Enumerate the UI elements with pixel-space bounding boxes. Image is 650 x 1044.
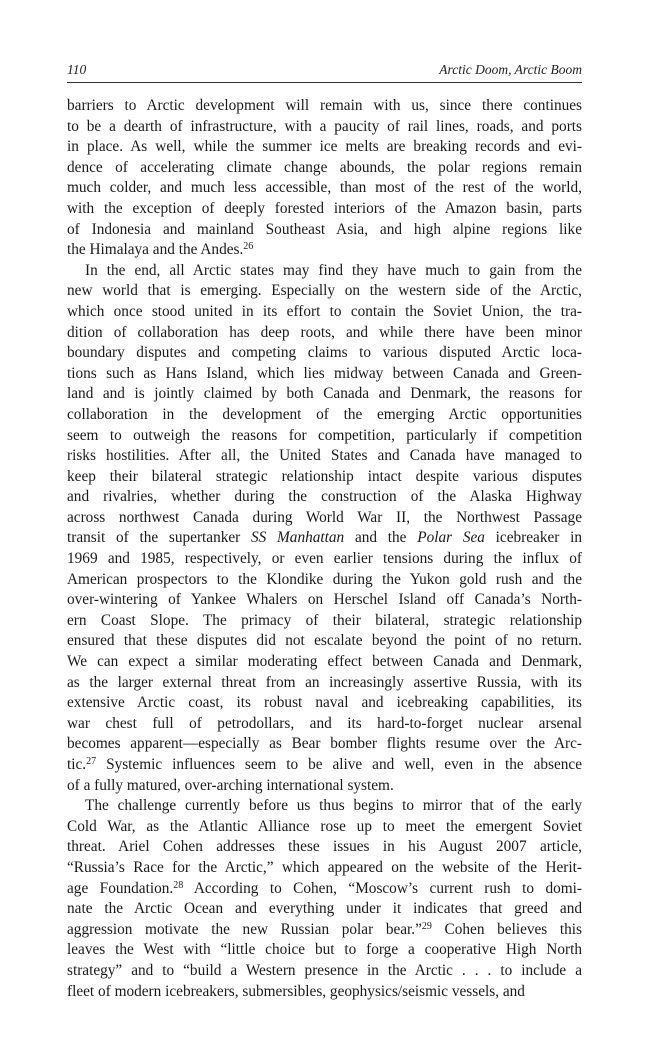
text-run: nate the Arctic Ocean and everything under it indicates that greed and <box>67 900 582 918</box>
text-line <box>67 508 582 529</box>
text-line <box>67 549 582 570</box>
text-run: which once stood united in its effort to contain the Soviet Union, the tra- <box>67 302 582 320</box>
italic-title: SS Manhattan <box>251 529 345 547</box>
text-line <box>67 137 582 158</box>
text-line <box>67 817 582 838</box>
text-run: across northwest Canada during World War II, the Northwest Passage <box>67 508 582 526</box>
text-run: dition of collaboration has deep roots, and while there have been minor <box>67 323 582 341</box>
text-run: tic. <box>67 756 87 773</box>
text-run: extensive Arctic coast, its robust naval and icebreaking capabilities, its <box>67 694 582 712</box>
text-line <box>67 776 582 797</box>
text-line <box>67 281 582 302</box>
text-run: barriers to Arctic development will remain with us, since there continues <box>67 97 582 114</box>
text-run: war chest full of petrodollars, and its hard-to-forget nuclear arsenal <box>67 714 582 732</box>
body-text <box>67 96 582 1002</box>
text-line <box>67 302 582 323</box>
paragraph <box>67 96 582 261</box>
text-run: in place. As well, while the summer ice melts are breaking records and evi- <box>67 138 582 156</box>
footnote-ref: 26 <box>243 241 254 253</box>
text-run: and rivalries, whether during the construction of the Alaska Highway <box>67 488 582 506</box>
text-line <box>67 611 582 632</box>
text-line <box>67 117 582 138</box>
text-run: of Indonesia and mainland Southeast Asia, and high alpine regions like <box>67 220 582 238</box>
text-run: 1969 and 1985, respectively, or even earlier tensions during the influx of <box>67 550 582 568</box>
footnote-ref: 28 <box>173 879 184 891</box>
text-line <box>67 755 582 776</box>
text-line <box>67 652 582 673</box>
text-line <box>67 590 582 611</box>
text-line <box>67 920 582 941</box>
text-run: new world that is emerging. Especially on the western side of the Arctic, <box>67 282 582 300</box>
text-run: icebreaker in <box>484 529 582 547</box>
text-run: Cold War, as the Atlantic Alliance rose up to meet the emergent Soviet <box>67 817 582 835</box>
text-line <box>67 467 582 488</box>
text-run: leaves the West with “little choice but to forge a cooperative High North <box>67 941 582 959</box>
text-run: dence of accelerating climate change abounds, the polar regions remain <box>67 158 582 176</box>
text-line <box>67 693 582 714</box>
text-run: with the exception of deeply forested interiors of the Amazon basin, parts <box>67 199 582 217</box>
text-line <box>67 384 582 405</box>
text-run: to be a dearth of infrastructure, with a paucity of rail lines, roads, and ports <box>67 117 582 135</box>
text-line <box>67 405 582 426</box>
text-run: age Foundation. <box>67 879 174 897</box>
text-line <box>67 96 582 117</box>
text-line <box>67 673 582 694</box>
text-line <box>67 982 582 1003</box>
text-line <box>67 961 582 982</box>
text-line <box>67 631 582 652</box>
header-rule <box>67 82 582 83</box>
text-run: transit of the supertanker <box>67 529 252 547</box>
text-run: boundary disputes and competing claims to various disputed Arctic loca- <box>67 344 582 362</box>
text-line <box>67 364 582 385</box>
page-number: 110 <box>67 62 87 77</box>
text-run: American prospectors to the Klondike during the Yukon gold rush and the <box>67 570 582 588</box>
text-line <box>67 158 582 179</box>
text-line <box>67 899 582 920</box>
text-run: We can expect a similar moderating effect between Canada and Denmark, <box>67 653 582 671</box>
text-run: the Himalaya and the Andes. <box>67 241 244 259</box>
text-run: Systemic influences seem to be alive and well, even in the absence <box>96 756 582 773</box>
text-run: and the <box>344 529 418 547</box>
text-line <box>67 858 582 879</box>
text-line <box>67 837 582 858</box>
text-run: Cohen believes this <box>431 920 582 938</box>
text-run: According to Cohen, “Moscow’s current rush to domi- <box>183 879 582 897</box>
text-line <box>67 199 582 220</box>
text-run: aggression motivate the new Russian polar bear.” <box>67 920 422 938</box>
text-line <box>67 796 582 817</box>
text-line <box>67 734 582 755</box>
text-line <box>67 446 582 467</box>
text-run: over-wintering of Yankee Whalers on Herschel Island off Canada’s North- <box>67 591 582 609</box>
paragraph <box>67 261 582 796</box>
text-line <box>67 261 582 282</box>
text-run: becomes apparent—especially as Bear bomber flights resume over the Arc- <box>67 735 582 753</box>
text-run: strategy” and to “build a Western presence in the Arctic . . . to include a <box>67 961 582 979</box>
footnote-ref: 29 <box>421 920 432 932</box>
footnote-ref: 27 <box>86 756 97 767</box>
italic-title: Polar Sea <box>417 529 485 547</box>
text-run: collaboration in the development of the emerging Arctic opportunities <box>67 405 582 423</box>
text-run: ensured that these disputes did not escalate beyond the point of no return. <box>67 632 582 650</box>
text-line <box>67 426 582 447</box>
text-run: as the larger external threat from an increasingly assertive Russia, with its <box>67 673 582 691</box>
text-line <box>67 323 582 344</box>
text-run: keep their bilateral strategic relationship intact despite various disputes <box>67 467 582 485</box>
text-run: In the end, all Arctic states may find they have much to gain from the <box>85 261 582 279</box>
text-run: “Russia’s Race for the Arctic,” which appeared on the website of the Herit- <box>67 858 582 876</box>
text-run: The challenge currently before us thus begins to mirror that of the early <box>85 797 582 815</box>
text-run: risks hostilities. After all, the United States and Canada have managed to <box>67 447 582 465</box>
text-line <box>67 240 582 261</box>
text-line <box>67 178 582 199</box>
text-line <box>67 343 582 364</box>
text-line <box>67 570 582 591</box>
text-run: tions such as Hans Island, which lies midway between Canada and Green- <box>67 364 582 382</box>
text-run: seem to outweigh the reasons for competition, particularly if competition <box>67 426 582 444</box>
running-title: Arctic Doom, Arctic Boom <box>439 62 582 77</box>
text-line <box>67 940 582 961</box>
text-run: fleet of modern icebreakers, submersibles, geophysics/seismic vessels, and <box>67 982 525 1000</box>
paragraph <box>67 796 582 1002</box>
text-line <box>67 487 582 508</box>
text-run: land and is jointly claimed by both Canada and Denmark, the reasons for <box>67 385 582 403</box>
text-line <box>67 879 582 900</box>
text-line <box>67 714 582 735</box>
running-header <box>67 62 582 82</box>
text-run: ern Coast Slope. The primacy of their bilateral, strategic relationship <box>67 611 582 629</box>
text-run: much colder, and much less accessible, than most of the rest of the world, <box>67 179 582 197</box>
text-run: of a fully matured, over-arching international system. <box>67 776 394 794</box>
text-run: threat. Ariel Cohen addresses these issues in his August 2007 article, <box>67 838 582 856</box>
text-line <box>67 528 582 549</box>
text-line <box>67 220 582 241</box>
